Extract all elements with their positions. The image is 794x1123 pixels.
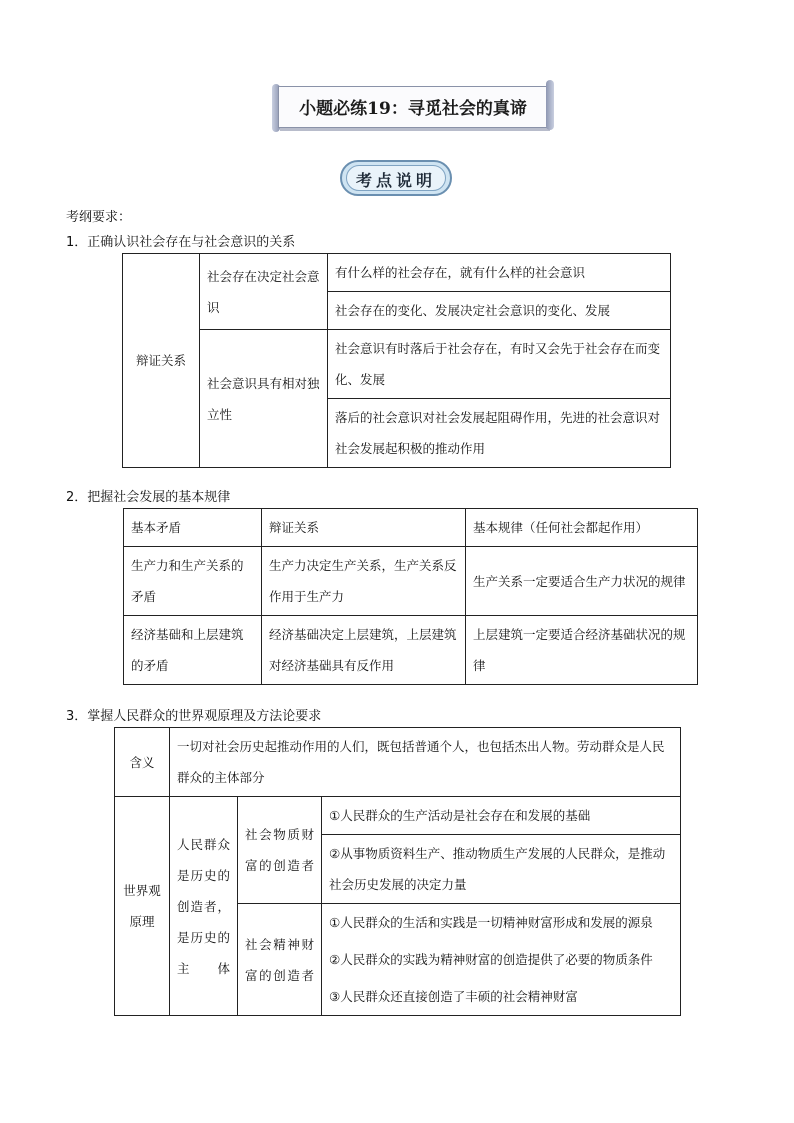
cell: 生产力决定生产关系，生产关系反作用于生产力 [262, 547, 466, 616]
badge-label: 考点说明 [355, 171, 436, 190]
section2-table [123, 508, 698, 685]
cell: 生产关系一定要适合生产力状况的规律 [466, 547, 698, 616]
creator-label: 人民群众是历史的创造者，是历史的主体 [170, 797, 238, 1016]
spiritual-item: ①人民群众的生活和实践是一切精神财富形成和发展的源泉 [322, 904, 681, 942]
section3-heading: 3．掌握人民群众的世界观原理及方法论要求 [66, 709, 322, 724]
cell: 上层建筑一定要适合经济基础状况的规律 [466, 616, 698, 685]
material-item: ①人民群众的生产活动是社会存在和发展的基础 [322, 797, 681, 835]
section3-table [114, 727, 681, 1016]
spiritual-item: ③人民群众还直接创造了丰硕的社会精神财富 [322, 978, 681, 1016]
header-cell: 基本矛盾 [124, 509, 262, 547]
a-label-cell: 社会存在决定社会意识 [200, 254, 328, 330]
rowhead-cell: 辩证关系 [123, 254, 200, 468]
a-item-2: 社会存在的变化、发展决定社会意识的变化、发展 [328, 292, 671, 330]
header-cell: 基本规律（任何社会都起作用） [466, 509, 698, 547]
b-item-2: 落后的社会意识对社会发展起阻碍作用，先进的社会意识对社会发展起积极的推动作用 [328, 399, 671, 468]
title-banner [272, 80, 554, 136]
table-row [124, 616, 698, 685]
spiritual-label: 社会精神财富的创造者 [238, 904, 322, 1016]
section2-heading: 2．把握社会发展的基本规律 [66, 490, 231, 505]
cell: 经济基础和上层建筑的矛盾 [124, 616, 262, 685]
table-row [124, 547, 698, 616]
section1-heading: 1．正确认识社会存在与社会意识的关系 [66, 235, 296, 250]
header-cell: 辩证关系 [262, 509, 466, 547]
section-badge [340, 160, 452, 196]
cell: 生产力和生产关系的矛盾 [124, 547, 262, 616]
outline-label: 考纲要求： [66, 210, 132, 225]
b-label-cell: 社会意识具有相对独立性 [200, 330, 328, 468]
material-label: 社会物质财富的创造者 [238, 797, 322, 904]
section1-table [122, 253, 671, 468]
material-item: ②从事物质资料生产、推动物质生产发展的人民群众，是推动社会历史发展的决定力量 [322, 835, 681, 904]
worldview-label: 世界观原理 [115, 797, 170, 1016]
b-item-1: 社会意识有时落后于社会存在，有时又会先于社会存在而变化、发展 [328, 330, 671, 399]
meaning-text: 一切对社会历史起推动作用的人们，既包括普通个人，也包括杰出人物。劳动群众是人民群众的主体部分 [170, 728, 681, 797]
spiritual-item: ②人民群众的实践为精神财富的创造提供了必要的物质条件 [322, 941, 681, 978]
page-title: 小题必练19：寻觅社会的真谛 [299, 99, 527, 119]
meaning-label: 含义 [115, 728, 170, 797]
cell: 经济基础决定上层建筑，上层建筑对经济基础具有反作用 [262, 616, 466, 685]
a-item-1: 有什么样的社会存在，就有什么样的社会意识 [328, 254, 671, 292]
